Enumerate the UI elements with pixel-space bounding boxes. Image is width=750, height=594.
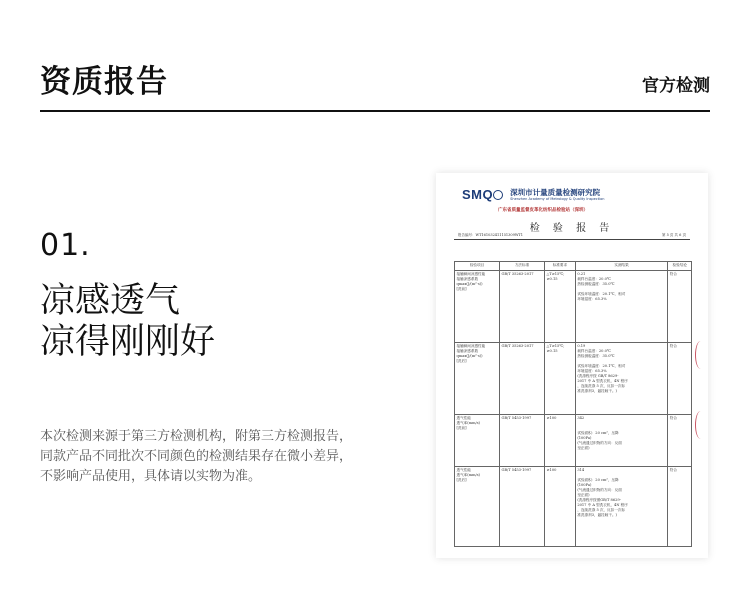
report-number: 报告编号：WT161032411151309WT1 bbox=[458, 233, 523, 237]
cell-result: 314 试验面积：20 cm²，压降 (100Pa) (气流通过织物的方向：反面 至正面) (洗涤程序按照GB/T 8629- 2017 中 A 型洗衣机，4N 程序 ，连续洗涤 5 次，反扣一次标 准洗涤剂3，悬挂晾干。) bbox=[575, 467, 667, 547]
column-header: 标准要求 bbox=[545, 262, 576, 271]
cell-item: 接触瞬间凉感性能 接触凉感系数 qmax(J/(m²·s)) [洗前] bbox=[455, 271, 500, 343]
institute-name bbox=[510, 188, 604, 202]
table-row bbox=[455, 343, 692, 415]
official-test-label: 官方检测 bbox=[642, 76, 710, 96]
smq-circle-icon bbox=[493, 190, 503, 200]
report-table bbox=[454, 261, 692, 547]
cell-verdict: 符合 bbox=[668, 343, 692, 415]
sub-institute: 广东省质量监督皮革化纺织品检验站（深圳） bbox=[498, 208, 588, 213]
cell-item: 透气性能 透气率(mm/s) [洗前] bbox=[455, 415, 500, 467]
cell-requirement: ≥100 bbox=[545, 467, 576, 547]
header-divider bbox=[40, 110, 710, 112]
cell-verdict: 符合 bbox=[668, 415, 692, 467]
disclaimer-note bbox=[40, 427, 380, 487]
disclaimer-line: 本次检测来源于第三方检测机构，附第三方检测报告， bbox=[40, 429, 353, 444]
column-header: 实测结果 bbox=[575, 262, 667, 271]
seal-mark bbox=[695, 411, 706, 439]
table-row bbox=[455, 271, 692, 343]
cell-result: 342 试验面积：20 cm²，压降 (100Pa) (气流通过织物的方向：反面 至正面) bbox=[575, 415, 667, 467]
section-heading-line1: 凉感透气 bbox=[40, 281, 181, 321]
section-heading-line2: 凉得刚刚好 bbox=[40, 322, 216, 362]
cell-item: 透气性能 透气率(mm/s) [洗后] bbox=[455, 467, 500, 547]
report-meta bbox=[458, 233, 686, 238]
report-divider bbox=[454, 239, 690, 240]
cell-method: GB/T 35263-2017 bbox=[500, 271, 545, 343]
seal-mark bbox=[695, 341, 706, 369]
cell-verdict: 符合 bbox=[668, 467, 692, 547]
column-header: 检验项目 bbox=[455, 262, 500, 271]
report-page: 第 5 页 共 6 页 bbox=[661, 233, 686, 237]
cell-requirement: ≥100 bbox=[545, 415, 576, 467]
section-number: 01. bbox=[40, 228, 91, 263]
page-title: 资质报告 bbox=[40, 64, 168, 100]
column-header: 检验结论 bbox=[668, 262, 692, 271]
report-document bbox=[436, 173, 708, 558]
cell-result: 0.21 载样台温度：20.0℃ 热检测板温度：35.0℃ 试验环境温度：20.1℃，相对 环境湿度：65.3% bbox=[575, 271, 667, 343]
cell-method: GB/T 35263-2017 bbox=[500, 343, 545, 415]
institute-name-cn: 深圳市计量质量检测研究院 bbox=[510, 187, 601, 197]
cell-requirement: △T≥15℃; ≥0.15 bbox=[545, 271, 576, 343]
column-header: 方法标准 bbox=[500, 262, 545, 271]
report-title: 检 验 报 告 bbox=[529, 223, 615, 234]
table-row bbox=[455, 467, 692, 547]
cell-requirement: △T≥15℃; ≥0.15 bbox=[545, 343, 576, 415]
cell-result: 0.19 载样台温度：20.0℃ 热检测板温度：35.0℃ 试验环境温度：20.1℃，相对 环境湿度：65.3% (洗涤程序按 GB/T 8629- 2017 中 A 型洗衣机，4N 程序 ，连续洗涤 5 次，反扣一次标 准洗涤剂3，悬挂晾干。) bbox=[575, 343, 667, 415]
report-logo-row bbox=[462, 187, 604, 202]
cell-item: 接触瞬间凉感性能 接触凉感系数 qmax(J/(m²·s)) [洗后] bbox=[455, 343, 500, 415]
table-row bbox=[455, 415, 692, 467]
cell-method: GB/T 5453-1997 bbox=[500, 467, 545, 547]
disclaimer-line: 不影响产品使用，具体请以实物为准。 bbox=[40, 469, 262, 484]
institute-name-en: Shenzhen Academy of Metrology & Quality Inspection bbox=[510, 196, 605, 201]
table-header-row bbox=[455, 262, 692, 271]
smq-logo: SMQ bbox=[462, 187, 494, 202]
cell-verdict: 符合 bbox=[668, 271, 692, 343]
cell-method: GB/T 5453-1997 bbox=[500, 415, 545, 467]
disclaimer-line: 同款产品不同批次不同颜色的检测结果存在微小差异， bbox=[40, 449, 353, 464]
